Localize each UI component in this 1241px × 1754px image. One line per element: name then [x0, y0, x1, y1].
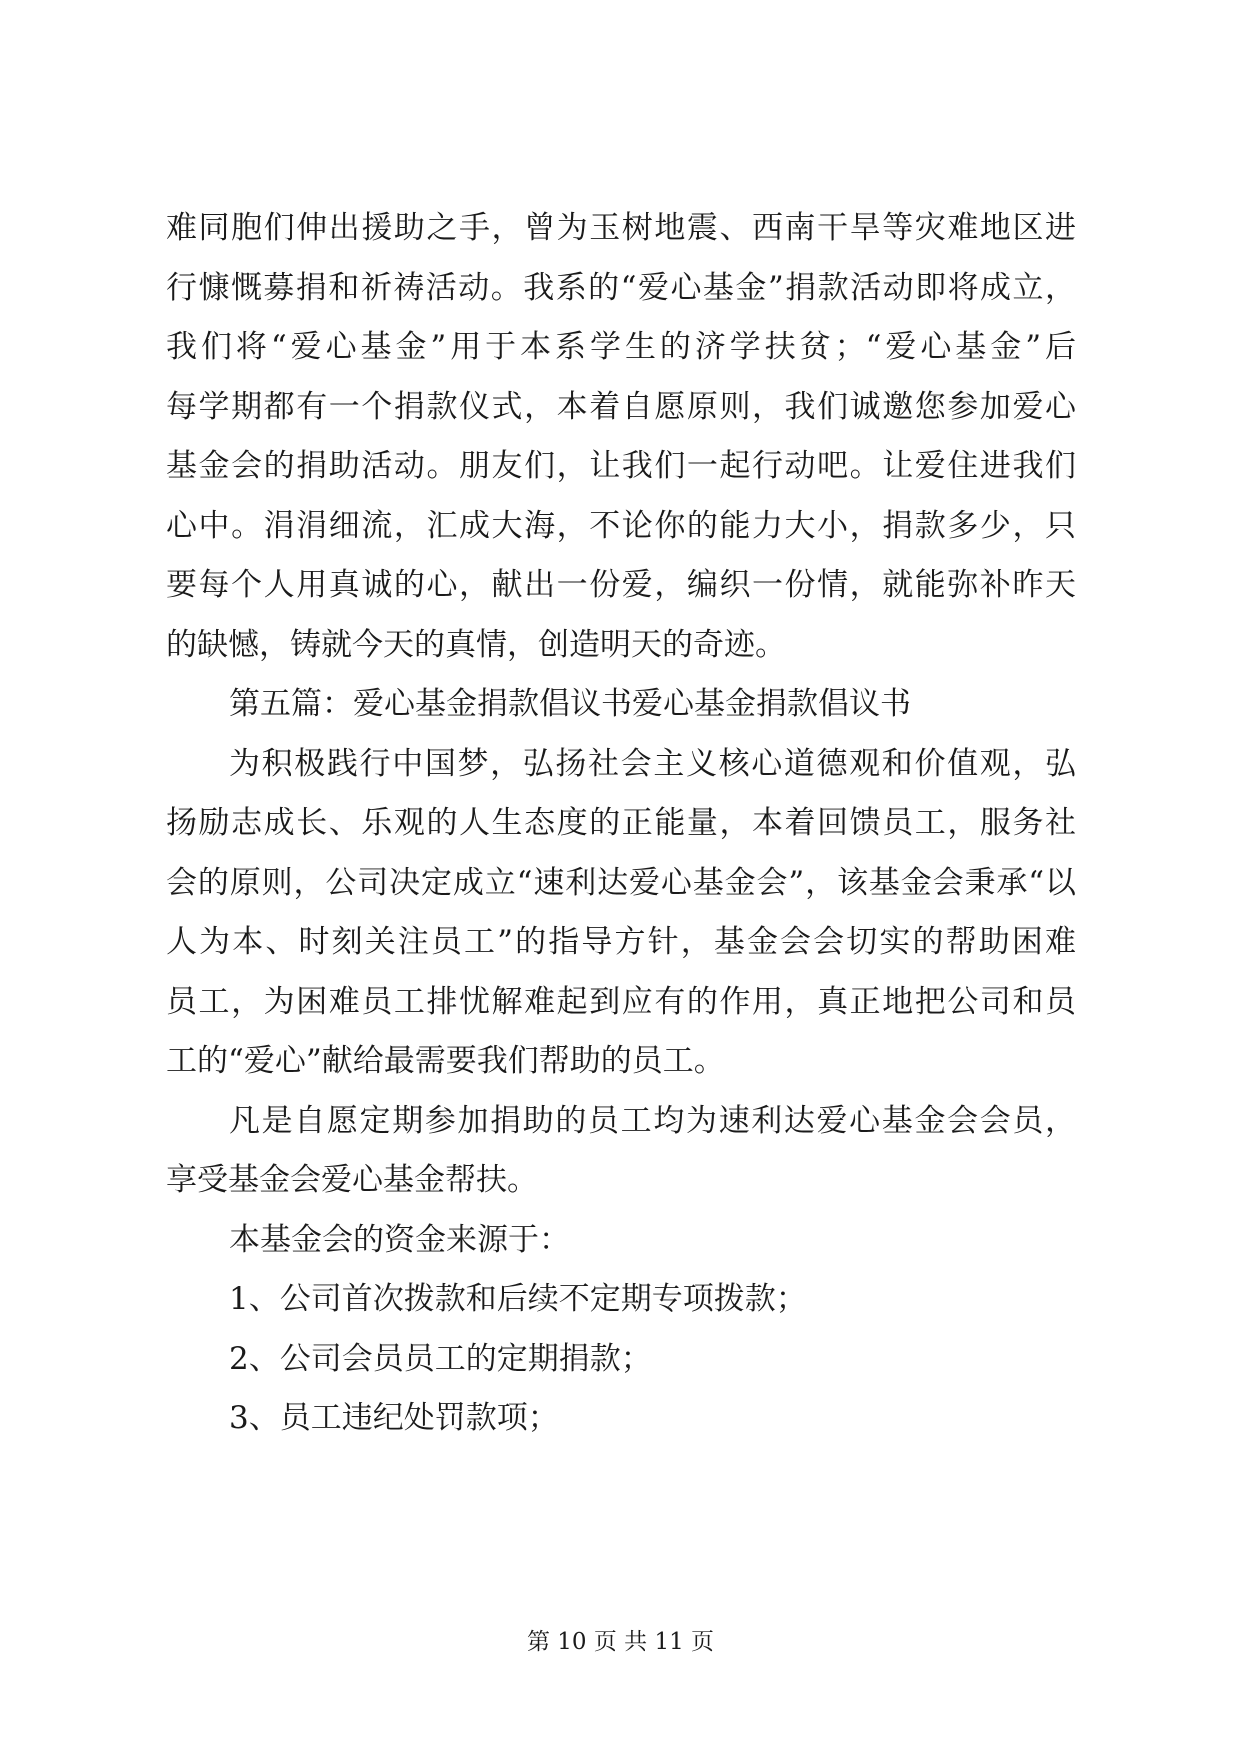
document-page: 难同胞们伸出援助之手，曾为玉树地震、西南干旱等灾难地区进 行慷慨募捐和祈祷活动。我系的“爱心基金”捐款活动即将成立， 我们将“爱心基金”用于本系学生的济学扶贫；“爱心基金”后 每学期都有一个捐款仪式，本着自愿原则，我们诚邀您参加爱心 基金会的捐助活动。朋友们，让我们一起行动吧。让爱住进我们 心中。涓涓细流，汇成大海，不论你的能力大小，捐款多少，只 要每个人用真诚的心，献出一份爱，编织一份情，就能弥补昨天 的缺憾，铸就今天的真情，创造明天的奇迹。 第五篇：爱心基金捐款倡议书爱心基金捐款倡议书 为积极践行中国梦，弘扬社会主义核心道德观和价值观，弘 扬励志成长、乐观的人生态度的正能量，本着回馈员工，服务社 会的原则，公司决定成立“速利达爱心基金会”，该基金会秉承“以 人为本、时刻关注员工”的指导方针，基金会会切实的帮助困难 员工，为困难员工排忧解难起到应有的作用，真正地把公司和员 工的“爱心”献给最需要我们帮助的员工。 凡是自愿定期参加捐助的员工均为速利达爱心基金会会员， 享受基金会爱心基金帮扶。 本基金会的资金来源于： 1、公司首次拨款和后续不定期专项拨款； 2、公司会员员工的定期捐款； 3、员工违纪处罚款项； 第 10 页 共 11 页 — [0, 0, 1241, 1754]
page-footer: 第 10 页 共 11 页 — [526, 1629, 715, 1655]
